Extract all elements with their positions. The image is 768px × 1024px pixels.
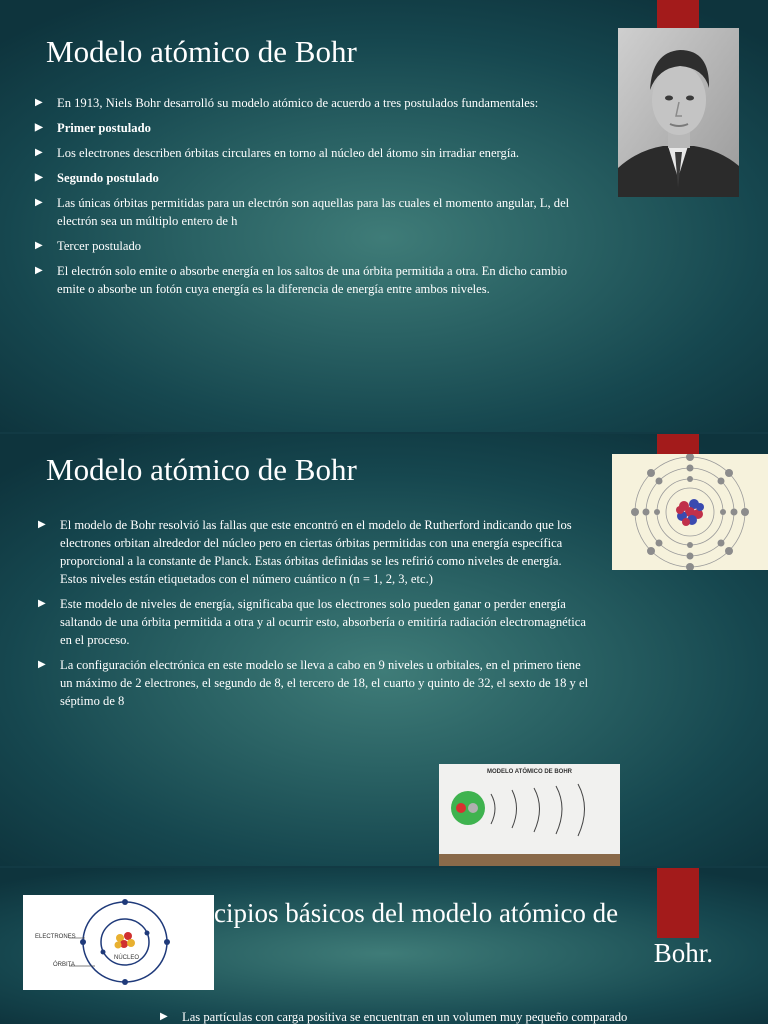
slide-3 (0, 868, 768, 1024)
bullet-list (38, 516, 590, 717)
list-item: ▶ Tercer postulado (35, 237, 595, 255)
red-accent-tab (657, 868, 699, 938)
atom-model-image (612, 454, 768, 570)
list-item: ▶ Las partículas con carga positiva se encuentran en un volumen muy pequeño comparado (160, 1008, 760, 1024)
list-item: ▶ Las únicas órbitas permitidas para un electrón son aquellas para las cuales el momento angular, L, del electrón sea un múltiplo entero de h (35, 194, 595, 230)
list-item: ▶ El modelo de Bohr resolvió las fallas que este encontró en el modelo de Rutherford indicando que los electrones orbitan alrededor del núcleo pero en ciertas órbitas permitidas con una energía específica proporcional a la constante de Planck. Estas órbitas definidas se les refirió como niveles de energía. Estos niveles están etiquetados con el número cuántico n (n = 1, 2, 3, etc.) (38, 516, 590, 588)
figure-title: MODELO ATÓMICO DE BOHR (487, 769, 572, 775)
diagram-label-electrones: ELECTRONES (35, 934, 76, 940)
list-item: ▶ La configuración electrónica en este modelo se lleva a cabo en 9 niveles u orbitales, en el primero tiene un máximo de 2 electrones, el segundo de 8, el tercero de 18, el cuarto y quinto de 32, el sexto de 18 y el séptimo de 8 (38, 656, 590, 710)
slide-title-line-2: Bohr. (653, 938, 713, 968)
red-accent-tab (657, 434, 699, 454)
list-item: ▶ El electrón solo emite o absorbe energía en los saltos de una órbita permitida a otra. En dicho cambio emite o absorbe un fotón cuya energía es la diferencia de energía entre ambos niveles. (35, 262, 595, 298)
bullet-list (35, 94, 595, 305)
diagram-label-nucleo: NÚCLEO (114, 955, 140, 961)
bohr-energy-levels-image (439, 764, 620, 866)
list-item: ▶ Segundo postulado (35, 169, 595, 187)
slide-1 (0, 0, 768, 432)
slide-2 (0, 434, 768, 866)
niels-bohr-portrait (618, 28, 739, 197)
diagram-label-orbita: ÓRBITA (53, 962, 75, 968)
slide-title-line-1: cipios básicos del modelo atómico de (214, 898, 619, 928)
list-item: ▶ En 1913, Niels Bohr desarrolló su modelo atómico de acuerdo a tres postulados fundamentales: (35, 94, 595, 112)
atom-diagram-image (23, 895, 214, 990)
list-item: ▶ Este modelo de niveles de energía, significaba que los electrones solo pueden ganar o perder energía saltando de una órbita permitida a otra y al ocurrir esto, absorbería o emitiría radiación electromagnética en el proceso. (38, 595, 590, 649)
bullet-list (160, 1008, 760, 1024)
red-accent-tab (657, 0, 699, 28)
list-item: ▶ Los electrones describen órbitas circulares en torno al núcleo del átomo sin irradiar energía. (35, 144, 595, 162)
slide-title: Modelo atómico de Bohr (46, 452, 357, 487)
list-item: ▶ Primer postulado (35, 119, 595, 137)
slide-title: Modelo atómico de Bohr (46, 34, 357, 69)
